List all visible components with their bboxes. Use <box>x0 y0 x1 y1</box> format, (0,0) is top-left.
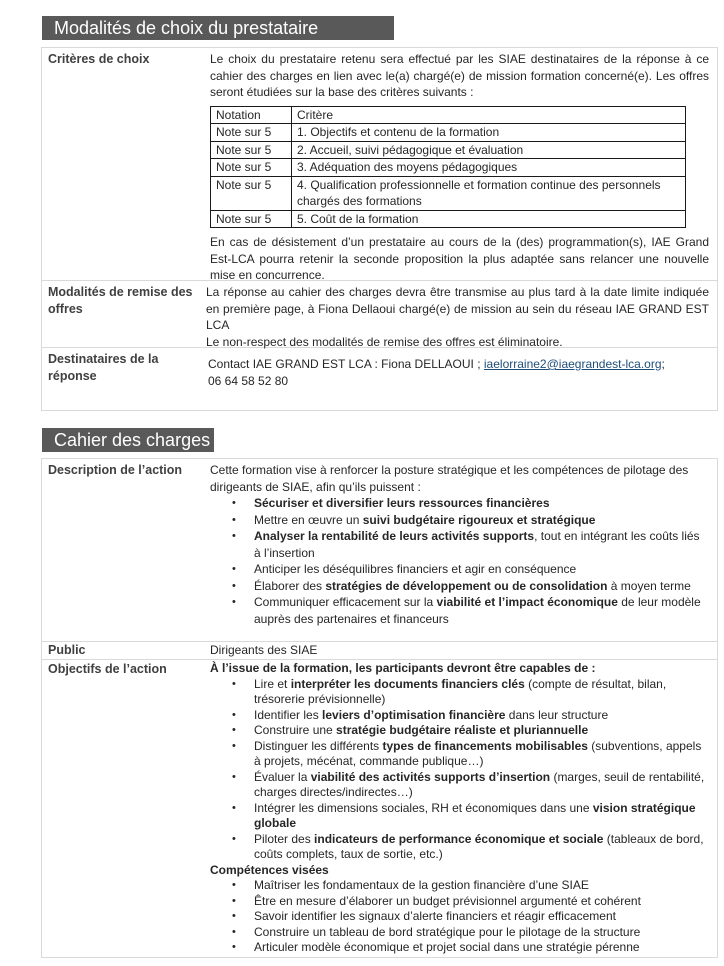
list-item: • Communiquer efficacement sur la viabilité et l’impact économique de leur modèle auprès des partenaires et financeurs <box>232 594 709 627</box>
label-description: Description de l’action <box>48 463 183 477</box>
list-item: • Identifier les leviers d’optimisation financière dans leur structure <box>232 708 709 724</box>
list-item: • Piloter des indicateurs de performance économique et sociale (tableaux de bord, coûts complets, taux de sortie, etc.) <box>232 832 709 863</box>
label-criteres: Critères de choix <box>48 52 150 66</box>
row-description <box>42 459 717 642</box>
list-item: • Maîtriser les fondamentaux de la gestion financière d’une SIAE <box>232 878 709 894</box>
list-item: • Élaborer des stratégies de développement ou de consolidation à moyen terme <box>232 578 709 595</box>
objectifs-intro: À l’issue de la formation, les participants devront être capables de : <box>210 661 596 675</box>
criteria-notation: Note sur 5 <box>211 210 292 228</box>
list-item: • Savoir identifier les signaux d’alerte financiers et réagir efficacement <box>232 909 709 925</box>
list-item: • Construire une stratégie budgétaire réaliste et pluriannuelle <box>232 723 709 739</box>
remise-note: Le non-respect des modalités de remise des offres est éliminatoire. <box>206 334 563 349</box>
criteria-header-critere: Critère <box>292 106 686 124</box>
modalites-table <box>41 47 718 411</box>
email-suffix: ; <box>661 357 665 371</box>
competences-title: Compétences visées <box>210 862 329 877</box>
list-item: • Lire et interpréter les documents financiers clés (compte de résultat, bilan, trésorerie prévisionnelle) <box>232 677 709 708</box>
row-public <box>42 642 717 660</box>
criteria-header-row <box>211 106 686 124</box>
contact-line <box>208 356 709 373</box>
contact-phone: 06 64 58 52 80 <box>208 373 289 388</box>
criteria-notation: Note sur 5 <box>211 159 292 177</box>
label-destinataires: Destinataires de la réponse <box>48 352 159 383</box>
content-remise <box>202 281 717 347</box>
table-row <box>211 210 686 228</box>
criteria-critere: 5. Coût de la formation <box>292 210 686 228</box>
criteria-critere: 2. Accueil, suivi pédagogique et évaluation <box>292 141 686 159</box>
objectifs-list <box>210 677 709 863</box>
list-item: • Être en mesure d’élaborer un budget prévisionnel argumenté et cohérent <box>232 894 709 910</box>
label-remise: Modalités de remise des offres <box>48 285 193 316</box>
list-item: • Mettre en œuvre un suivi budgétaire rigoureux et stratégique <box>232 512 709 529</box>
content-destinataires <box>202 348 717 410</box>
section-title-modalites: Modalités de choix du prestataire <box>42 16 394 40</box>
row-criteres <box>42 48 717 281</box>
content-public: Dirigeants des SIAE <box>210 643 318 657</box>
content-objectifs <box>202 660 717 957</box>
label-public: Public <box>48 643 86 657</box>
list-item: • Anticiper les déséquilibres financiers et agir en conséquence <box>232 561 709 578</box>
criteria-critere: 3. Adéquation des moyens pédagogiques <box>292 159 686 177</box>
criteria-header-notation: Notation <box>211 106 292 124</box>
list-item: • Distinguer les différents types de financements mobilisables (subventions, appels à projets, mécénat, commande publique…) <box>232 739 709 770</box>
criteria-notation: Note sur 5 <box>211 176 292 210</box>
list-item: • Articuler modèle économique et projet social dans une stratégie pérenne <box>232 940 709 956</box>
row-destinataires <box>42 348 717 410</box>
criteria-critere: 1. Objectifs et contenu de la formation <box>292 124 686 142</box>
description-list <box>210 495 709 627</box>
criteres-outro: En cas de désistement d’un prestataire au cours de la (des) programmation(s), IAE Grand Est-LCA pourra retenir la seconde proposition la plus adaptée sans relancer une nouvelle mise en concurrence. <box>210 235 709 282</box>
list-item: • Construire un tableau de bord stratégique pour le pilotage de la structure <box>232 925 709 941</box>
list-item: • Évaluer la viabilité des activités supports d’insertion (marges, seuil de rentabilité, charges directes/indirectes…) <box>232 770 709 801</box>
row-remise <box>42 281 717 348</box>
list-item: • Sécuriser et diversifier leurs ressources financières <box>232 495 709 512</box>
criteria-notation: Note sur 5 <box>211 141 292 159</box>
remise-text: La réponse au cahier des charges devra être transmise au plus tard à la date limite indiquée en première page, à Fiona Dellaoui chargé(e) de mission au sein du réseau IAE GRAND EST LCA <box>206 285 709 332</box>
competences-list <box>210 878 709 956</box>
table-row <box>211 124 686 142</box>
list-item: • Analyser la rentabilité de leurs activités supports, tout en intégrant les coûts liés à l’insertion <box>232 528 709 561</box>
list-item: • Intégrer les dimensions sociales, RH et économiques dans une vision stratégique globale <box>232 801 709 832</box>
table-row <box>211 176 686 210</box>
cahier-table <box>41 458 718 958</box>
content-criteres <box>202 48 717 280</box>
criteres-intro: Le choix du prestataire retenu sera effectué par les SIAE destinataires de la réponse à ce cahier des charges en lien avec le(a) chargé(e) de mission formation concerné(e). Les offres seront étudiées sur la base des critères suivants : <box>210 52 709 99</box>
row-objectifs <box>42 660 717 957</box>
description-intro: Cette formation vise à renforcer la posture stratégique et les compétences de pilotage des dirigeants de SIAE, afin qu’ils puissent : <box>210 463 689 494</box>
table-row <box>211 141 686 159</box>
email-link[interactable]: iaelorraine2@iaegrandest-lca.org <box>483 357 662 371</box>
contact-prefix: Contact IAE GRAND EST LCA : Fiona DELLAOUI ; <box>208 357 484 371</box>
section-title-cahier: Cahier des charges <box>42 428 214 452</box>
criteria-critere: 4. Qualification professionnelle et formation continue des personnels chargés des formations <box>292 176 686 210</box>
table-row <box>211 159 686 177</box>
criteria-notation: Note sur 5 <box>211 124 292 142</box>
content-description <box>202 459 717 641</box>
label-objectifs: Objectifs de l’action <box>48 662 167 676</box>
criteria-table <box>210 106 686 229</box>
